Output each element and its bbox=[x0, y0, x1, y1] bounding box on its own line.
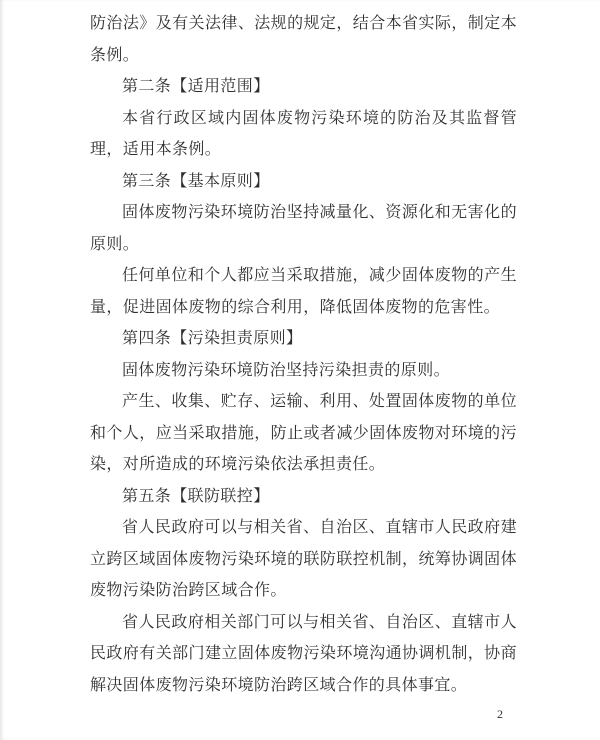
paragraph: 省人民政府相关部门可以与相关省、自治区、直辖市人民政府有关部门建立固体废物污染环境沟通协调机制，协商解决固体废物污染环境防治跨区域合作的具体事宜。 bbox=[90, 613, 517, 694]
page-number: 2 bbox=[497, 707, 503, 721]
paragraph-continuation: 防治法》及有关法律、法规的规定，结合本省实际，制定本条例。 bbox=[90, 15, 517, 64]
paragraph: 固体废物污染环境防治坚持污染担责的原则。 bbox=[122, 361, 451, 379]
paragraph: 省人民政府可以与相关省、自治区、直辖市人民政府建立跨区域固体废物污染环境的联防联控机制，统筹协调固体废物污染防治跨区域合作。 bbox=[90, 519, 517, 599]
article-heading-5: 第五条【联防联控】 bbox=[122, 487, 270, 505]
paragraph: 任何单位和个人都应当采取措施，减少固体废物的产生量，促进固体废物的综合利用，降低固体废物的危害性。 bbox=[90, 267, 517, 316]
article-heading-2: 第二条【适用范围】 bbox=[122, 78, 270, 95]
article-heading-4: 第四条【污染担责原则】 bbox=[122, 330, 303, 347]
paragraph: 固体废物污染环境防治坚持减量化、资源化和无害化的原则。 bbox=[90, 204, 517, 253]
article-heading-3: 第三条【基本原则】 bbox=[122, 172, 270, 190]
paragraph: 本省行政区域内固体废物污染环境的防治及其监督管理，适用本条例。 bbox=[90, 109, 517, 158]
paragraph: 产生、收集、贮存、运输、利用、处置固体废物的单位和个人，应当采取措施，防止或者减少固体废物对环境的污染，对所造成的环境污染依法承担责任。 bbox=[90, 393, 517, 473]
document-body bbox=[90, 8, 517, 701]
